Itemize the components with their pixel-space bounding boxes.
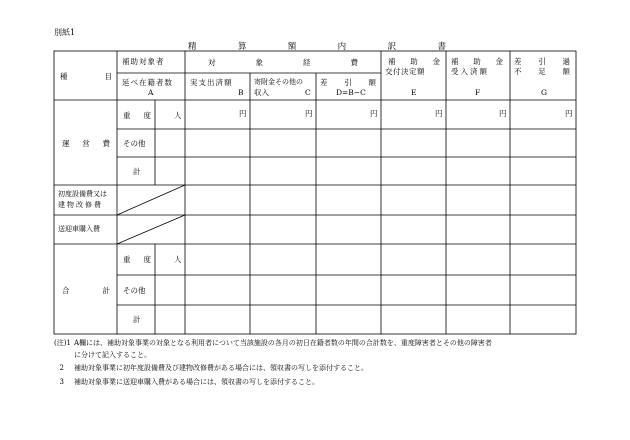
unit-yen: 円 [499, 109, 507, 118]
diff-char: 過 [562, 57, 570, 66]
target-cost-char: 経 [303, 58, 311, 67]
grant-decided-header-line2: 交付決定額 [385, 67, 425, 76]
unit-yen: 円 [239, 109, 247, 118]
notes-section [54, 338, 584, 388]
row-total-subtotal-label: 計 [133, 315, 141, 324]
deduction-char: 差 [320, 78, 328, 87]
severe-char: 重 [123, 255, 131, 264]
grant-received-header [451, 57, 503, 66]
row-other-label: その他 [123, 139, 146, 148]
title-char: 書 [437, 42, 446, 52]
deduction-header [320, 78, 376, 87]
unit-yen: 円 [565, 109, 573, 118]
operation-char: 運 [62, 139, 70, 148]
unit-yen: 円 [435, 109, 443, 118]
diff-char: 足 [538, 67, 546, 76]
row-total-severe-label [123, 255, 151, 264]
row-initial-label: 初度設備費又は [58, 190, 107, 198]
grant-received-char: 金 [495, 57, 503, 66]
total-char: 計 [102, 286, 110, 295]
unit-yen: 円 [305, 109, 313, 118]
note-text: A欄には、補助対象事業の対象となる利用者について当該施設の各月の初日在籍者数の年間の合計数を、重度障害者とその他の障害者 [74, 339, 492, 347]
actual-payment-header: 実支出済額 [190, 78, 233, 87]
target-cost-header [208, 58, 358, 67]
donation-header-line2: 収入 [254, 88, 269, 97]
grant-received-code: F [475, 88, 481, 97]
note-item [54, 377, 584, 389]
grant-decided-code: E [411, 88, 417, 97]
title-char: 内 [337, 42, 347, 52]
target-cost-char: 対 [208, 58, 216, 67]
document-label: 別紙1 [54, 28, 76, 37]
diff-char: 差 [514, 57, 522, 66]
row-total-other-label: その他 [123, 286, 146, 295]
enrolled-code: A [148, 88, 154, 97]
total-char: 合 [62, 286, 70, 295]
row-total-label [62, 286, 110, 295]
title-char: 算 [237, 42, 247, 52]
unit-person: 人 [174, 111, 182, 120]
grant-decided-char: 金 [432, 57, 440, 66]
col-type-header [60, 72, 112, 81]
target-cost-char: 費 [350, 58, 358, 67]
unit-yen: 円 [370, 109, 378, 118]
row-vehicle-label: 送迎車購入費 [58, 225, 100, 233]
grant-received-char: 助 [473, 57, 481, 66]
diff-char: 額 [562, 67, 570, 76]
note-text: 補助対象事業に送迎車購入費がある場合には、領収書の写しを添付すること。 [74, 377, 319, 386]
diff-header-line2 [514, 67, 570, 76]
donation-code: C [305, 88, 311, 97]
subsidy-target-header: 補助対象者 [122, 57, 165, 66]
row-initial-label-line2: 建物改修費 [58, 201, 103, 209]
diff-code: G [541, 88, 547, 97]
note-number: 2 [59, 364, 64, 372]
severe-char: 度 [143, 111, 151, 120]
grant-received-header-line2: 受入済額 [451, 67, 489, 76]
donation-header: 寄附金その他の [254, 78, 303, 86]
row-subtotal-label: 計 [133, 167, 141, 176]
diff-char: 引 [538, 57, 546, 66]
row-severe-label [123, 111, 151, 120]
title-char: 精 [188, 42, 197, 52]
actual-payment-code: B [238, 88, 244, 97]
note-text: 補助対象事業に初年度設備費及び建物改修費がある場合には、領収書の写しを添付すること。 [74, 364, 368, 372]
note-text: に分けて記入すること。 [74, 350, 151, 359]
grant-decided-char: 補 [388, 57, 396, 66]
unit-person: 人 [174, 255, 182, 264]
operation-char: 費 [102, 139, 110, 148]
note-number: 3 [59, 377, 64, 386]
row-operation-label [62, 139, 110, 148]
col-type-char: 種 [60, 72, 68, 81]
note-number: (注)1 [54, 339, 71, 347]
note-item [54, 363, 584, 375]
note-number [54, 350, 74, 362]
operation-char: 営 [82, 139, 90, 148]
severe-char: 重 [123, 111, 131, 120]
diff-header [514, 57, 570, 66]
title-char: 額 [287, 42, 297, 52]
deduction-formula: D=B−C [336, 88, 366, 97]
grant-received-char: 補 [451, 57, 459, 66]
severe-char: 度 [143, 255, 151, 264]
grant-decided-header [388, 57, 440, 66]
note-item [54, 338, 584, 350]
grant-decided-char: 助 [410, 57, 418, 66]
deduction-char: 額 [368, 78, 376, 87]
diff-char: 不 [514, 67, 522, 76]
col-type-char: 目 [104, 72, 112, 81]
deduction-char: 引 [344, 78, 352, 87]
title-char: 訳 [387, 42, 397, 52]
target-cost-char: 象 [255, 58, 263, 67]
note-item [54, 350, 584, 362]
enrolled-total-header: 延べ在籍者数 [122, 78, 173, 87]
